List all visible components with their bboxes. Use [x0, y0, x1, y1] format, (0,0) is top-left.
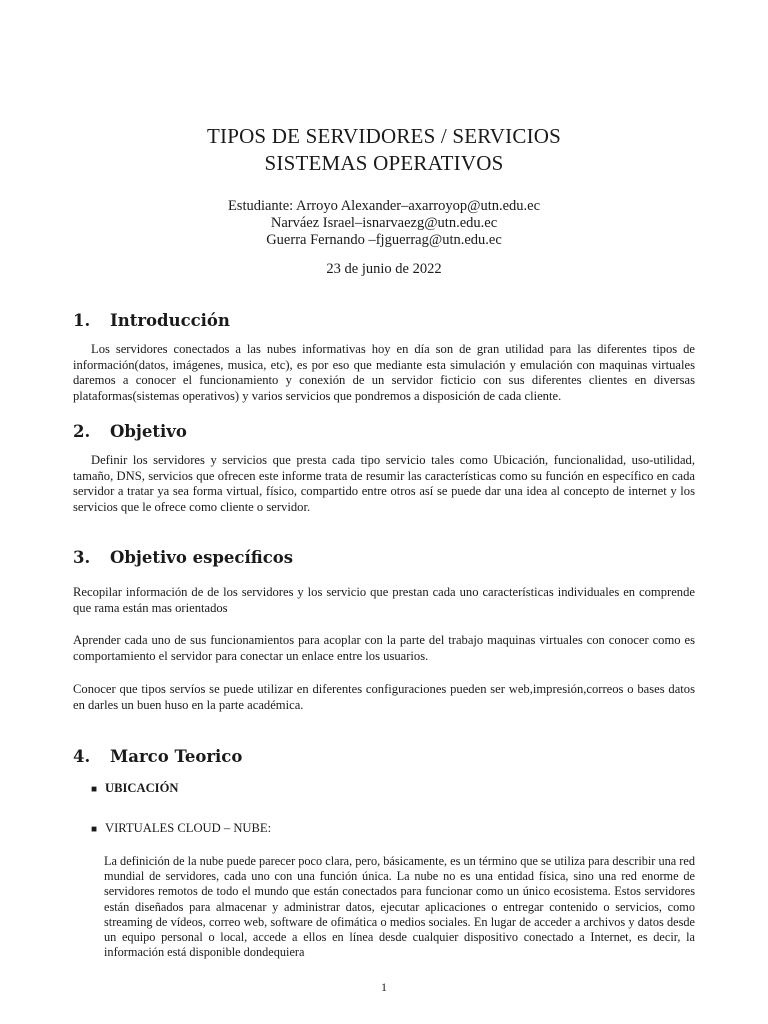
list-item-label: VIRTUALES CLOUD – NUBE:	[105, 821, 272, 835]
section-heading-marco-teorico	[73, 747, 242, 767]
list-item	[91, 821, 271, 836]
section-title: Marco Teorico	[110, 747, 243, 766]
section-title: Introducción	[110, 311, 230, 330]
section-number: 4.	[73, 747, 91, 766]
bullet-square-icon: ■	[91, 783, 98, 795]
section-heading-introduccion	[73, 311, 230, 331]
section-number: 2.	[73, 422, 91, 441]
paper-title-line-1: TIPOS DE SERVIDORES / SERVICIOS	[206, 124, 562, 148]
section-number: 3.	[73, 548, 91, 567]
list-item	[91, 781, 178, 796]
paragraph: Recopilar información de de los servidores y los servicio que prestan cada uno características individuales en comprende que rama están mas orientados	[73, 585, 695, 615]
section-title: Objetivo	[110, 422, 187, 441]
author-line: Guerra Fernando –fjguerrag@utn.edu.ec	[266, 232, 502, 248]
paragraph: La definición de la nube puede parecer poco clara, pero, básicamente, es un término que se utiliza para describir una red mundial de servidores, cada uno con una función única. La nube no es una entidad física, sino una red enorme de servidores remotos de todo el mundo que están conectados para funcionar como un único ecosistema. Estos servidores están diseñados para almacenar y administrar datos, ejecutar aplicaciones o entregar contenido o servicios, como streaming de vídeos, correo web, software de ofimática o medios sociales. En lugar de acceder a archivos y datos desde un equipo personal o local, accede a ellos en línea desde cualquier dispositivo conectado a Internet, es decir, la información está disponible dondequiera	[104, 854, 696, 960]
author-line: Narváez Israel–isnarvaezg@utn.edu.ec	[270, 215, 498, 231]
section-number: 1.	[73, 311, 91, 330]
section-heading-objetivo-especificos	[73, 548, 293, 568]
section-title: Objetivo específicos	[110, 548, 294, 567]
paragraph: Los servidores conectados a las nubes informativas hoy en día son de gran utilidad para las diferentes tipos de información(datos, imágenes, musica, etc), es por eso que mediante esta simulación y emulación con maquinas virtuales daremos a conocer el funcionamiento y conexión de un servidor ficticio con sus diferentes clientes en diversas plataformas(sistemas operativos) y varios servicios que pondremos a disposición de cada cliente.	[73, 342, 695, 403]
paper-title-line-2: SISTEMAS OPERATIVOS	[264, 151, 504, 175]
author-line: Estudiante: Arroyo Alexander–axarroyop@utn.edu.ec	[227, 198, 541, 214]
paper-date: 23 de junio de 2022	[326, 261, 442, 277]
section-heading-objetivo	[73, 422, 187, 442]
bullet-square-icon: ■	[91, 823, 98, 835]
paragraph: Conocer que tipos servíos se puede utilizar en diferentes configuraciones pueden ser web,impresión,correos o bases datos en darles un buen huso en la parte académica.	[73, 682, 695, 712]
list-item-label: UBICACIÓN	[105, 781, 179, 795]
paragraph: Definir los servidores y servicios que presta cada tipo servicio tales como Ubicación, funcionalidad, uso-utilidad, tamaño, DNS, servicios que ofrecen este informe trata de resumir las características como su función en específico en cada servidor a tratar ya sea forma virtual, físico, compartido entre otros así se puede dar una idea al concepto de internet y los servicios que le ofrece como cliente o servidor.	[73, 453, 695, 514]
page-number: 1	[381, 980, 387, 994]
paragraph: Aprender cada uno de sus funcionamientos para acoplar con la parte del trabajo maquinas virtuales con conocer como es comportamiento el servidor para conectar un enlace entre los usuarios.	[73, 633, 695, 663]
